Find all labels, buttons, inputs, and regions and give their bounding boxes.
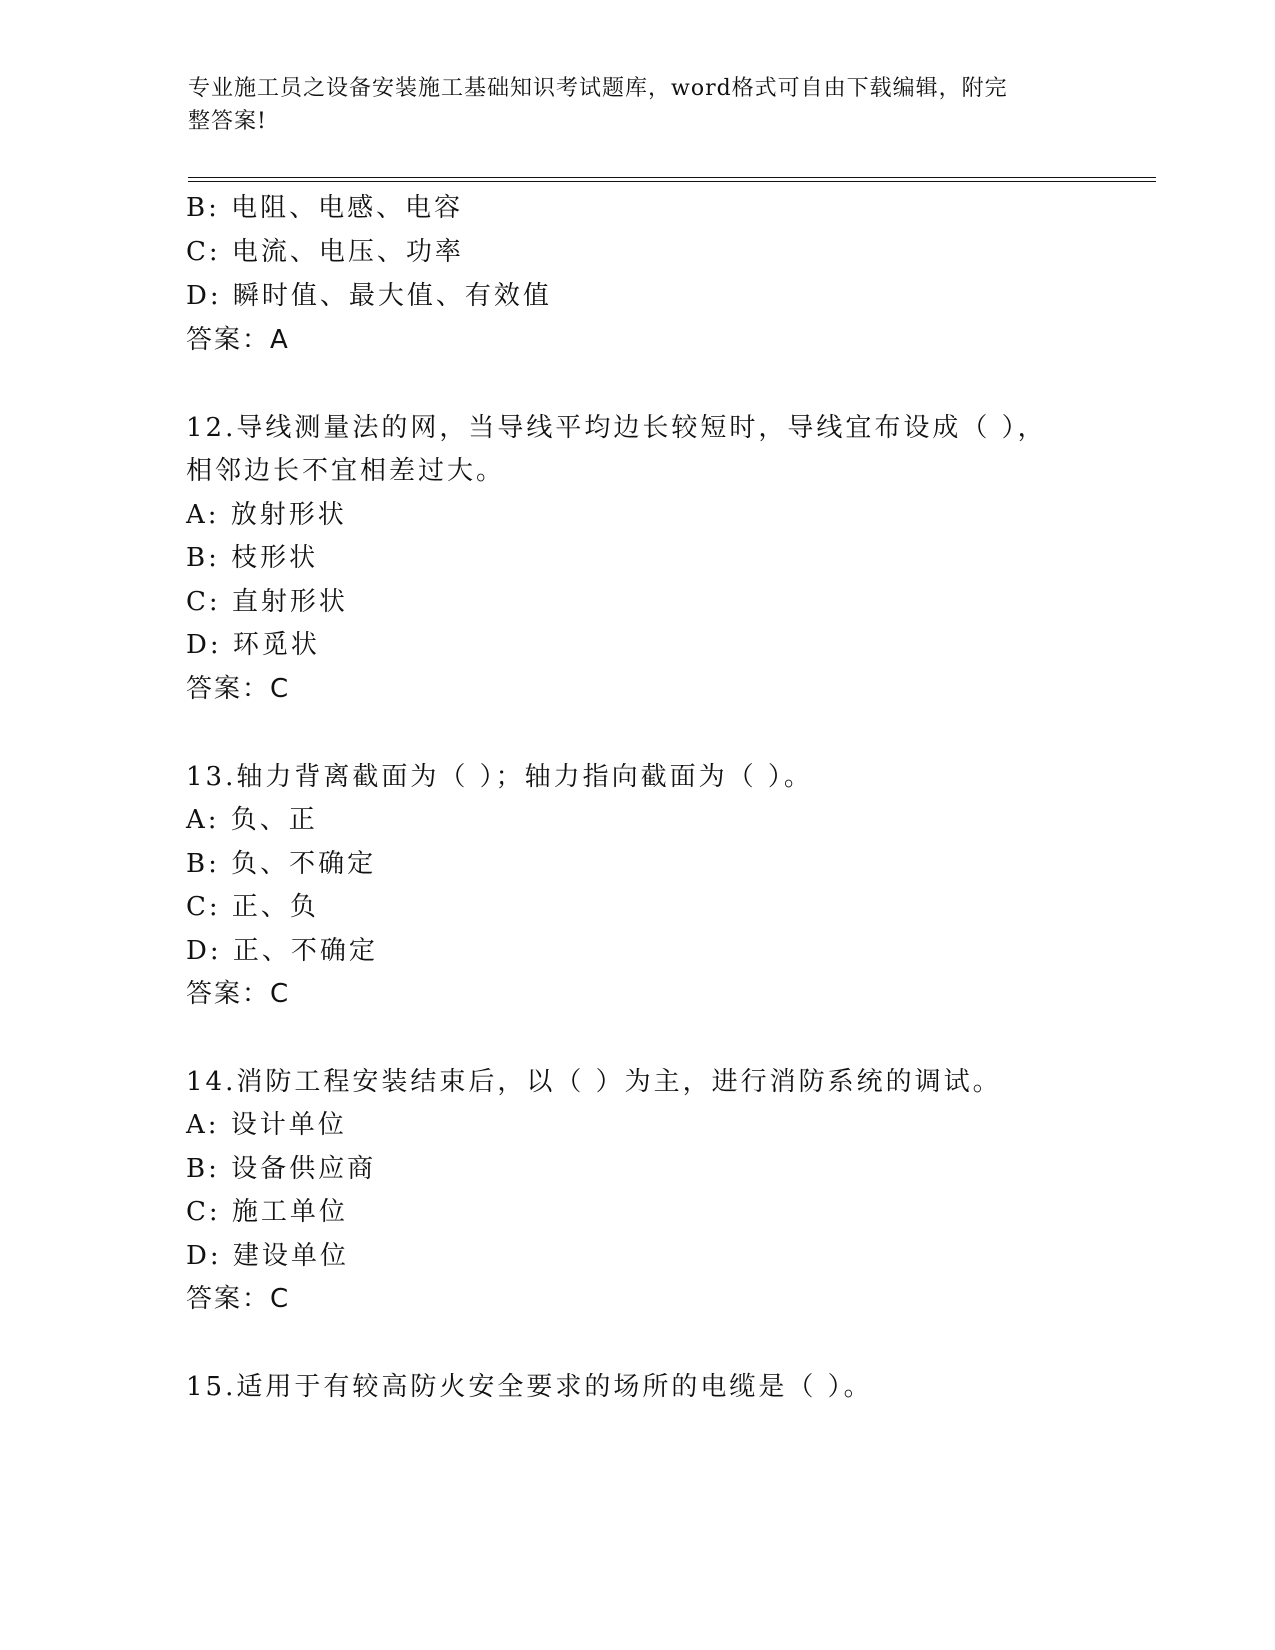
q15-stem: 15.适用于有较高防火安全要求的场所的电缆是（ ）。 <box>186 1372 873 1402</box>
q13-option-d: D: 正、不确定 <box>186 936 378 966</box>
q11-option-b: B: 电阻、电感、电容 <box>186 193 464 223</box>
q14-option-b: B: 设备供应商 <box>186 1154 377 1184</box>
q11-answer: 答案：A <box>186 325 290 355</box>
header-line-2: 整答案! <box>188 109 267 134</box>
q14-option-c: C: 施工单位 <box>186 1197 348 1227</box>
q13-stem: 13.轴力背离截面为（ ）；轴力指向截面为（ ）。 <box>186 762 813 792</box>
q12-option-a: A: 放射形状 <box>186 500 347 530</box>
q12-stem-line-1: 12.导线测量法的网，当导线平均边长较短时，导线宜布设成（ ）， <box>186 413 1047 443</box>
q13-option-b: B: 负、不确定 <box>186 849 377 879</box>
q13-option-a: A: 负、正 <box>186 805 318 835</box>
q14-option-d: D: 建设单位 <box>186 1241 349 1271</box>
header-divider-top <box>188 177 1156 178</box>
q11-option-d: D: 瞬时值、最大值、有效值 <box>186 281 552 311</box>
q14-answer: 答案：C <box>186 1284 291 1314</box>
q14-option-a: A: 设计单位 <box>186 1110 347 1140</box>
q12-option-b: B: 枝形状 <box>186 543 319 573</box>
header-line-1: 专业施工员之设备安装施工基础知识考试题库，word格式可自由下载编辑，附完 <box>188 76 1008 101</box>
q12-answer: 答案：C <box>186 674 291 704</box>
q13-option-c: C: 正、负 <box>186 892 319 922</box>
q12-option-d: D: 环觅状 <box>186 630 320 660</box>
q12-stem-line-2: 相邻边长不宜相差过大。 <box>186 456 506 486</box>
header-divider-bottom <box>188 181 1156 182</box>
q12-option-c: C: 直射形状 <box>186 587 348 617</box>
q13-answer: 答案：C <box>186 979 291 1009</box>
page-header <box>188 72 1068 138</box>
q14-stem: 14.消防工程安装结束后，以（ ）为主，进行消防系统的调试。 <box>186 1067 1002 1097</box>
q11-option-c: C: 电流、电压、功率 <box>186 237 464 267</box>
